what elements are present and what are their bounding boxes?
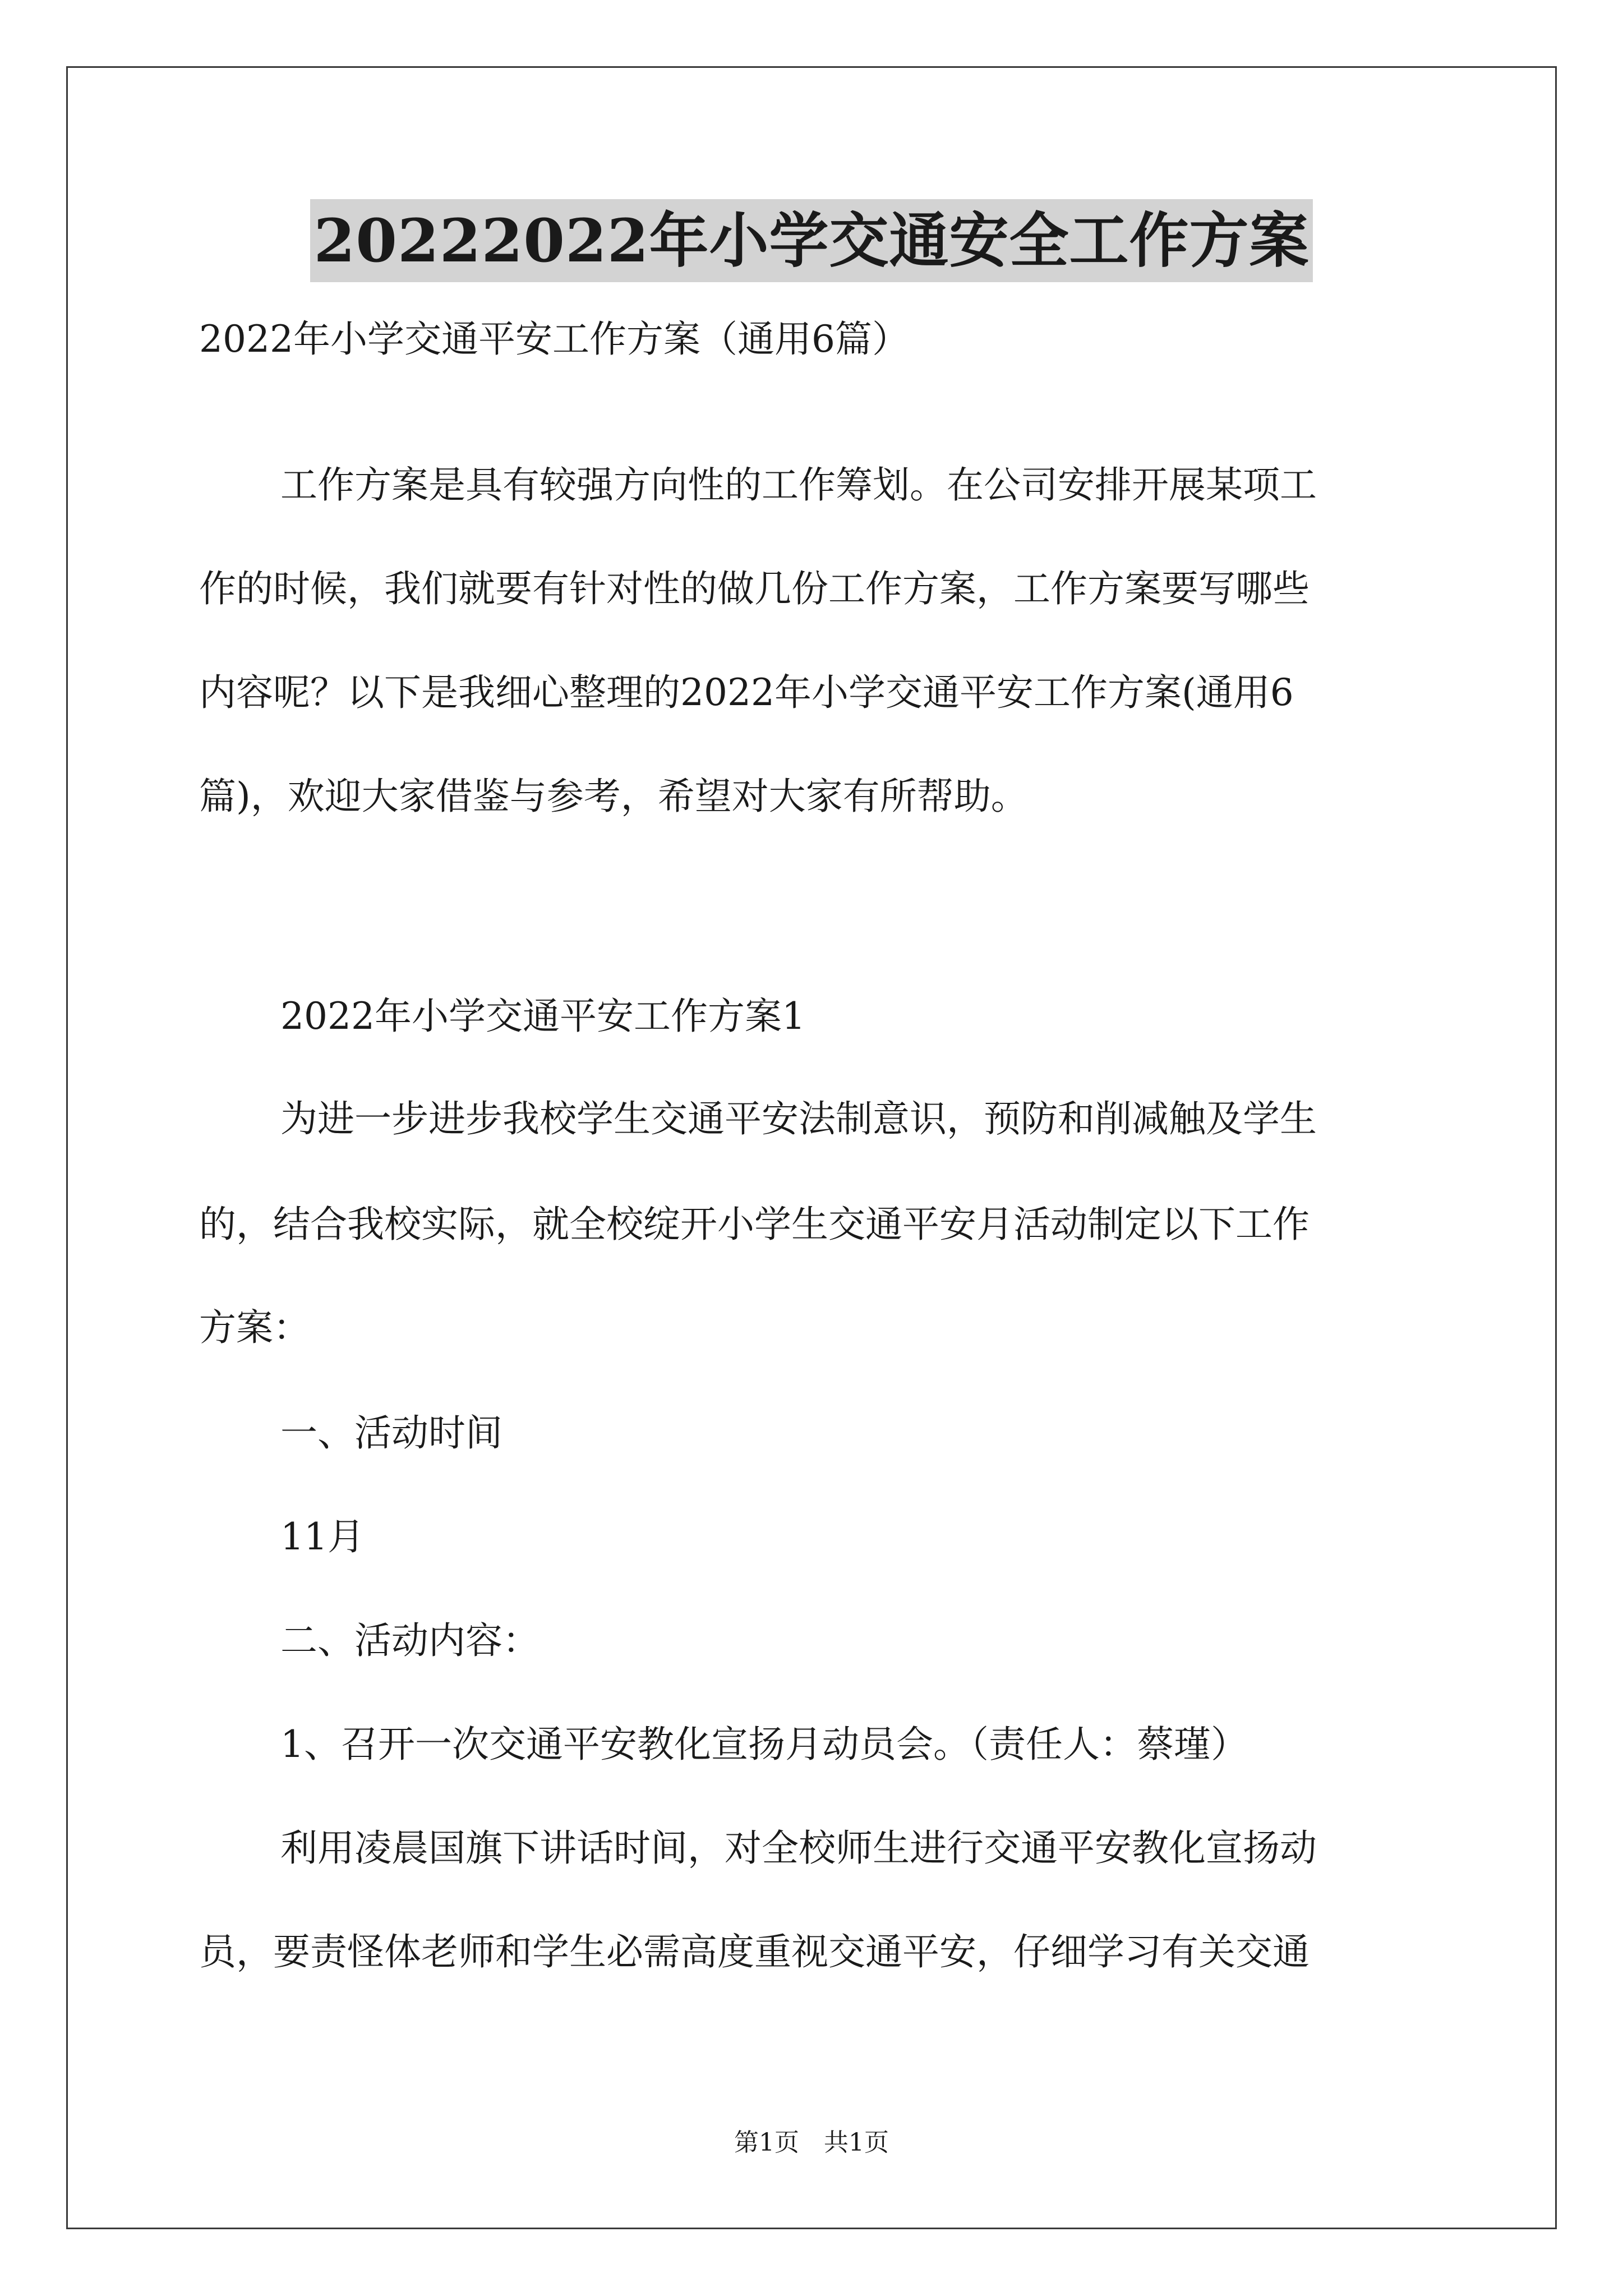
document-title: 20222022年小学交通安全工作方案 — [310, 199, 1312, 282]
document-subtitle: 2022年小学交通平安工作方案（通用6篇） — [199, 318, 909, 361]
para2-line-2: 员，要责怪体老师和学生必需高度重视交通平安，仔细学习有关交通 — [199, 1930, 1310, 1973]
page-footer: 第1页 共1页 — [734, 2128, 889, 2157]
intro-line-1: 工作方案是具有较强方向性的工作筹划。在公司安排开展某项工 — [280, 463, 1317, 507]
para1-line-2: 的，结合我校实际，就全校绽开小学生交通平安月活动制定以下工作 — [199, 1203, 1310, 1246]
intro-line-3: 内容呢？以下是我细心整理的2022年小学交通平安工作方案(通用6 — [199, 671, 1294, 714]
intro-line-2: 作的时候，我们就要有针对性的做几份工作方案，工作方案要写哪些 — [199, 567, 1310, 610]
activity-time-value: 11月 — [280, 1515, 365, 1558]
para1-line-3: 方案： — [199, 1306, 310, 1349]
para1-line-1: 为进一步进步我校学生交通平安法制意识，预防和削减触及学生 — [280, 1097, 1317, 1140]
intro-line-4: 篇)，欢迎大家借鉴与参考，希望对大家有所帮助。 — [199, 775, 1028, 818]
title-container — [0, 199, 1623, 282]
section-heading: 2022年小学交通平安工作方案1 — [280, 995, 805, 1038]
activity-content-heading: 二、活动内容： — [280, 1619, 540, 1662]
para2-line-1: 利用凌晨国旗下讲话时间，对全校师生进行交通平安教化宣扬动 — [280, 1826, 1317, 1870]
activity-time-heading: 一、活动时间 — [280, 1411, 502, 1455]
list-item-1: 1、召开一次交通平安教化宣扬月动员会。（责任人：蔡瑾） — [280, 1723, 1248, 1766]
page-border — [66, 66, 1557, 2229]
